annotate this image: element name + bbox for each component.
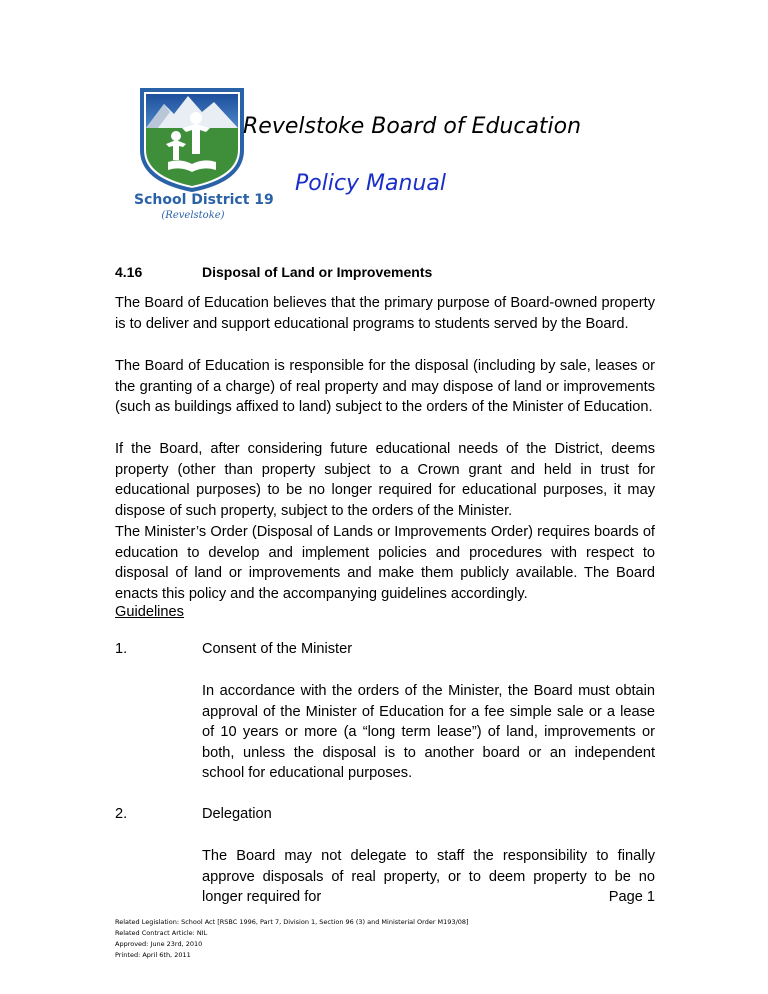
guideline-heading: Consent of the Minister	[202, 641, 353, 657]
footer-approved-date: Approved: June 23rd, 2010	[115, 940, 203, 948]
policy-number: 4.16	[115, 264, 143, 280]
board-title: Revelstoke Board of Education	[243, 114, 582, 139]
guideline-number: 2.	[115, 806, 128, 822]
policy-title: Disposal of Land or Improvements	[202, 264, 433, 280]
guideline-body: The Board may not delegate to staff the responsibility to finally approve disposals of real property, or to deem property to be no longer required for	[202, 848, 655, 905]
paragraph-future-needs: If the Board, after considering future educational needs of the District, deems property (other than property subject to a Crown grant and held in trust for educational purposes) to be no longer required for educational purposes, it may dispose of such property, subject to the orders of the Minister.	[115, 441, 655, 519]
logo-town-name: (Revelstoke)	[161, 210, 225, 221]
logo-district-name: School District 19	[134, 192, 274, 208]
footer-printed-date: Printed: April 6th, 2011	[115, 951, 191, 959]
manual-title: Policy Manual	[295, 171, 447, 196]
guideline-number: 1.	[115, 641, 128, 657]
guidelines-heading: Guidelines	[115, 604, 184, 620]
guideline-body: In accordance with the orders of the Minister, the Board must obtain approval of the Minister of Education for a fee simple sale or a lease of 10 years or more (a “long term lease”) of land, improvements or both, unless the disposal is to another board or an independent school for educational purposes.	[202, 683, 655, 781]
document-footer	[115, 917, 469, 961]
paragraph-responsibility: The Board of Education is responsible for the disposal (including by sale, leases or the granting of a charge) of real property and may dispose of land or improvements (such as buildings affixed to land) subject to the orders of the Minister of Education.	[115, 358, 655, 415]
school-district-crest-icon	[136, 88, 248, 192]
guideline-heading: Delegation	[202, 806, 272, 822]
footer-legislation: Related Legislation: School Act [RSBC 1996, Part 7, Division 1, Section 96 (3) and Ministerial Order M193/08]	[115, 918, 469, 926]
paragraph-ministers-order: The Minister’s Order (Disposal of Lands or Improvements Order) requires boards of education to develop and implement policies and procedures with respect to disposal of land or improvements and make them publicly available. The Board enacts this policy and the accompanying guidelines accordingly.	[115, 524, 655, 602]
page-number: Page 1	[608, 889, 655, 905]
paragraph-purpose: The Board of Education believes that the primary purpose of Board-owned property is to deliver and support educational programs to students served by the Board.	[115, 295, 655, 332]
district-logo	[134, 88, 274, 230]
footer-contract-article: Related Contract Article: NIL	[115, 929, 208, 937]
